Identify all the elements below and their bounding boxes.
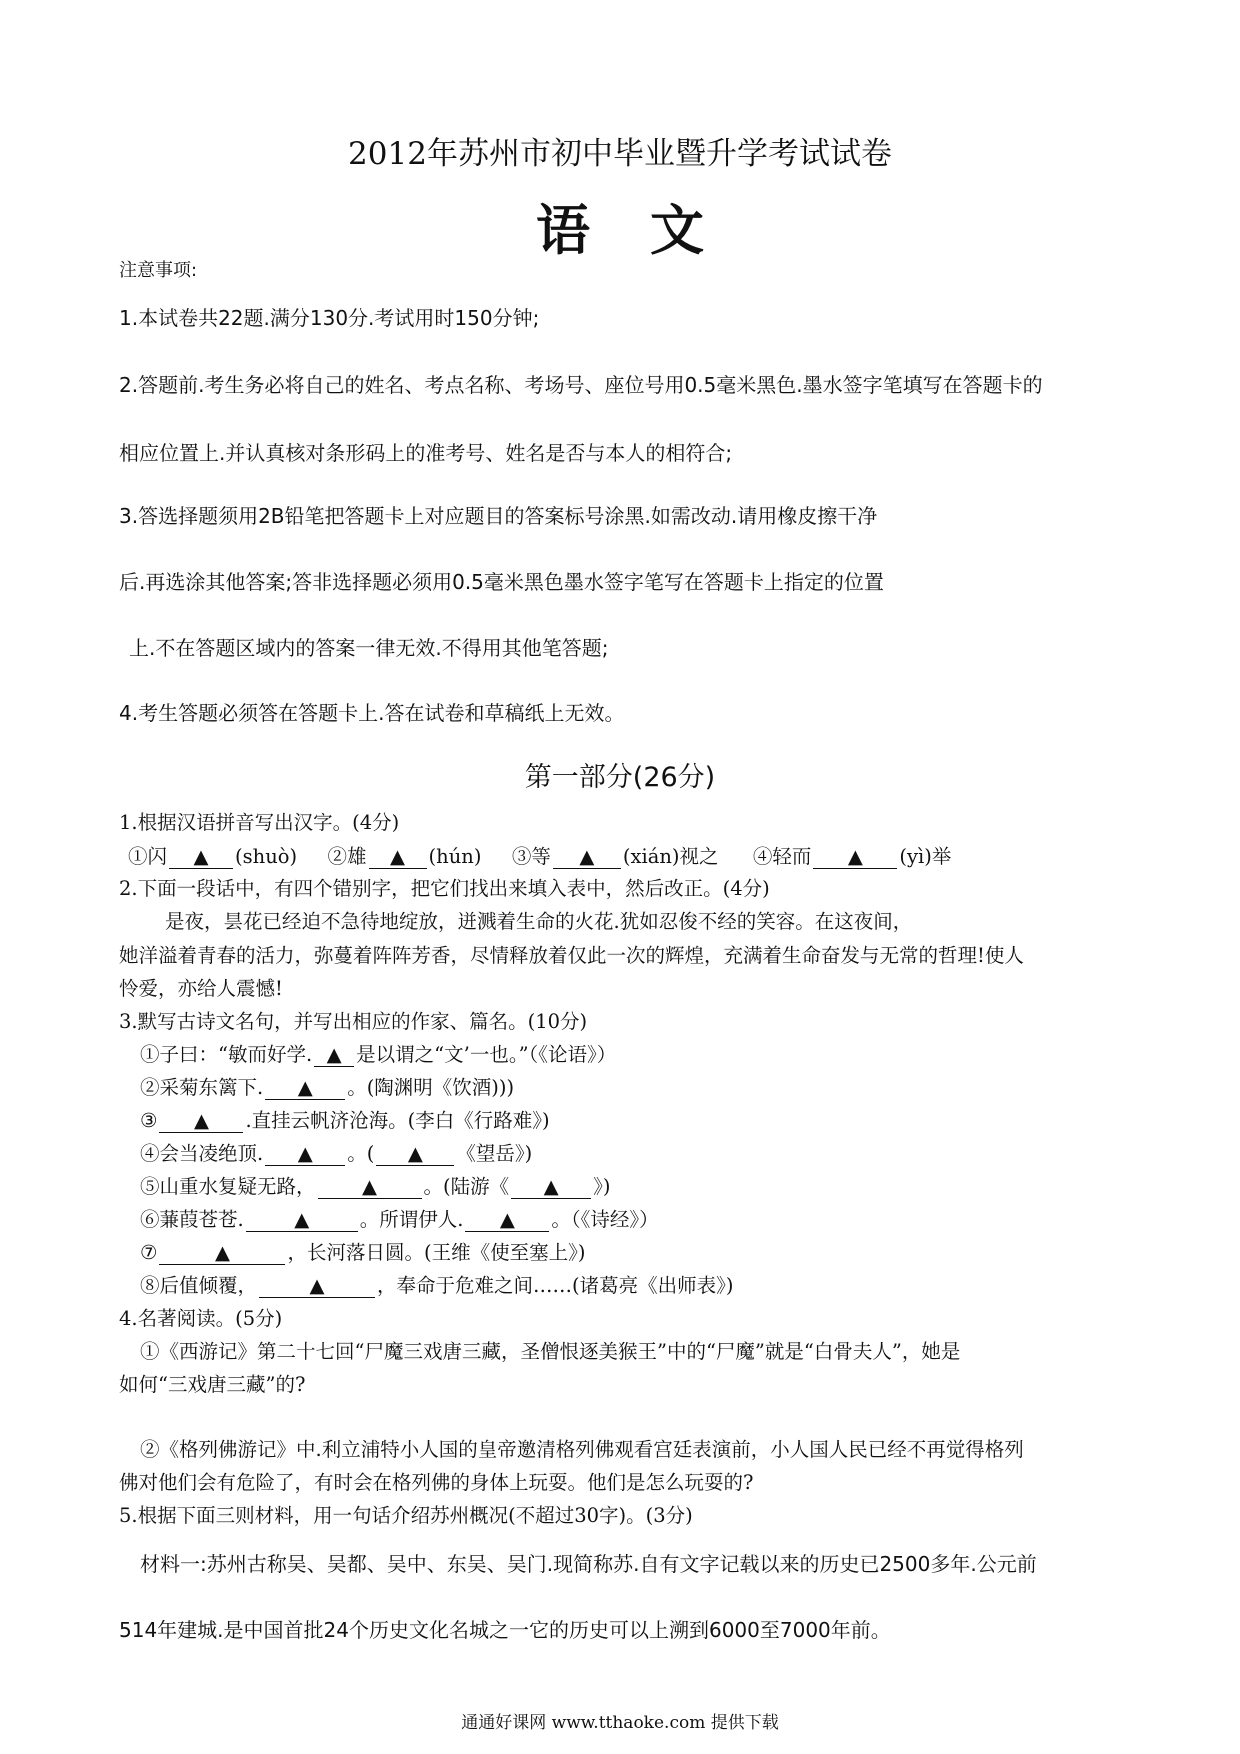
- part-one-heading: 第一部分(26分): [524, 762, 716, 793]
- q3-stem: 3.默写古诗文名句，并写出相应的作家、篇名。(10分): [119, 1010, 588, 1033]
- q5-stem: 5.根据下面三则材料，用一句话介绍苏州概况(不超过30字)。(3分): [119, 1504, 693, 1527]
- q1-a-post: (shuò): [235, 845, 298, 868]
- answer-blank[interactable]: ▲: [465, 1210, 549, 1232]
- notice-line-3: 相应位置上.并认真核对条形码上的准考号、姓名是否与本人的相符合;: [119, 441, 733, 465]
- q3-line-3: ③ ▲ .直挂云帆济沧海。(李白《行路难》): [140, 1109, 550, 1132]
- q1-d-post: (yì)举: [899, 845, 952, 868]
- q2-passage-line-3: 怜爱，亦给人震憾!: [119, 977, 283, 1000]
- q1-c-post: (xián)视之: [622, 845, 719, 868]
- notice-line-6: 上.不在答题区域内的答案一律无效.不得用其他笔答题;: [129, 636, 609, 660]
- answer-blank[interactable]: ▲: [169, 847, 233, 869]
- q1-b-post: (hún): [428, 845, 482, 868]
- answer-blank[interactable]: ▲: [314, 1045, 354, 1067]
- q4-item-2-line-1: ②《格列佛游记》中.利立浦特小人国的皇帝邀清格列佛观看宫廷表演前，小人国人民已经不再觉得格列: [140, 1438, 1024, 1461]
- q4-item-1-line-1: ①《西游记》第二十七回“尸魔三戏唐三藏，圣僧恨逐美猴王”中的“尸魔”就是“白骨夫人”，她是: [140, 1340, 961, 1363]
- q1-d-pre: ④轻而: [752, 845, 812, 868]
- q5-material-line-1: 材料一:苏州古称吴、吴都、吴中、东吴、吴门.现简称苏.自有文字记载以来的历史已2500多年.公元前: [140, 1552, 1037, 1576]
- q3-line-8: ⑧后值倾覆， ▲ ，奉命于危难之间……(诸葛亮《出师表》): [140, 1274, 734, 1297]
- subject-title: 语文: [536, 198, 764, 262]
- q2-stem: 2.下面一段话中，有四个错别字，把它们找出来填入表中，然后改正。(4分): [119, 877, 770, 900]
- exam-title: 2012年苏州市初中毕业暨升学考试试卷: [348, 136, 892, 172]
- q3-line-6: ⑥蒹葭苍苍. ▲ 。所谓伊人. ▲ 。（《诗经》）: [140, 1208, 659, 1231]
- q5-material-line-2: 514年建城.是中国首批24个历史文化名城之一它的历史可以上溯到6000至7000年前。: [119, 1618, 891, 1642]
- q2-passage-line-1: 是夜，昙花已经迫不急待地绽放，迸溅着生命的火花.犹如忍俊不经的笑容。在这夜间，: [165, 910, 913, 933]
- q4-item-1-line-2: 如何“三戏唐三藏”的?: [119, 1373, 306, 1396]
- q3-line-5: ⑤山重水复疑无路， ▲ 。(陆游《 ▲ 》): [140, 1175, 611, 1198]
- q3-line-7: ⑦ ▲ ，长河落日圆。(王维《使至塞上》): [140, 1241, 586, 1264]
- q3-line-1: ①子曰：“敏而好学. ▲ 是以谓之“文’一也。”（《论语》）: [140, 1043, 617, 1066]
- answer-blank[interactable]: ▲: [159, 1243, 285, 1265]
- q3-line-4: ④会当凌绝顶. ▲ 。( ▲ 《望岳》): [140, 1142, 533, 1165]
- notice-line-7: 4.考生答题必须答在答题卡上.答在试卷和草稿纸上无效。: [119, 701, 625, 725]
- q4-stem: 4.名著阅读。(5分): [119, 1307, 283, 1330]
- q3-line-2: ②采菊东篱下. ▲ 。(陶渊明《饮酒))): [140, 1076, 515, 1099]
- answer-blank[interactable]: ▲: [318, 1177, 422, 1199]
- notice-line-1: 1.本试卷共22题.满分130分.考试用时150分钟;: [119, 306, 540, 330]
- answer-blank[interactable]: ▲: [246, 1210, 358, 1232]
- answer-blank[interactable]: ▲: [265, 1144, 345, 1166]
- notice-line-4: 3.答选择题须用2B铅笔把答题卡上对应题目的答案标号涂黑.如需改动.请用橡皮擦干净: [119, 504, 878, 528]
- q1-items: [128, 841, 951, 869]
- notice-line-5: 后.再选涂其他答案;答非选择题必须用0.5毫米黑色墨水签字笔写在答题卡上指定的位置: [119, 570, 884, 594]
- answer-blank[interactable]: ▲: [511, 1177, 591, 1199]
- q4-item-2-line-2: 佛对他们会有危险了，有时会在格列佛的身体上玩耍。他们是怎么玩耍的?: [119, 1471, 754, 1494]
- answer-blank[interactable]: ▲: [265, 1078, 345, 1100]
- answer-blank[interactable]: ▲: [553, 847, 621, 869]
- q1-c-pre: ③等: [511, 845, 551, 868]
- answer-blank[interactable]: ▲: [813, 847, 897, 869]
- answer-blank[interactable]: ▲: [376, 1144, 454, 1166]
- answer-blank[interactable]: ▲: [259, 1276, 375, 1298]
- q1-a-pre: ①闪: [128, 845, 168, 868]
- page-footer: 通通好课网 www.tthaoke.com 提供下载: [461, 1713, 779, 1733]
- answer-blank[interactable]: ▲: [159, 1111, 243, 1133]
- q1-stem: 1.根据汉语拼音写出汉字。(4分): [119, 811, 400, 834]
- answer-blank[interactable]: ▲: [369, 847, 427, 869]
- q1-b-pre: ②雄: [327, 845, 367, 868]
- q2-passage-line-2: 她洋溢着青春的活力，弥蔓着阵阵芳香，尽情释放着仅此一次的辉煌，充满着生命奋发与无常的哲理!使人: [119, 944, 1024, 967]
- notice-heading: 注意事项:: [119, 260, 198, 281]
- notice-line-2: 2.答题前.考生务必将自己的姓名、考点名称、考场号、座位号用0.5毫米黑色.墨水签字笔填写在答题卡的: [119, 373, 1043, 397]
